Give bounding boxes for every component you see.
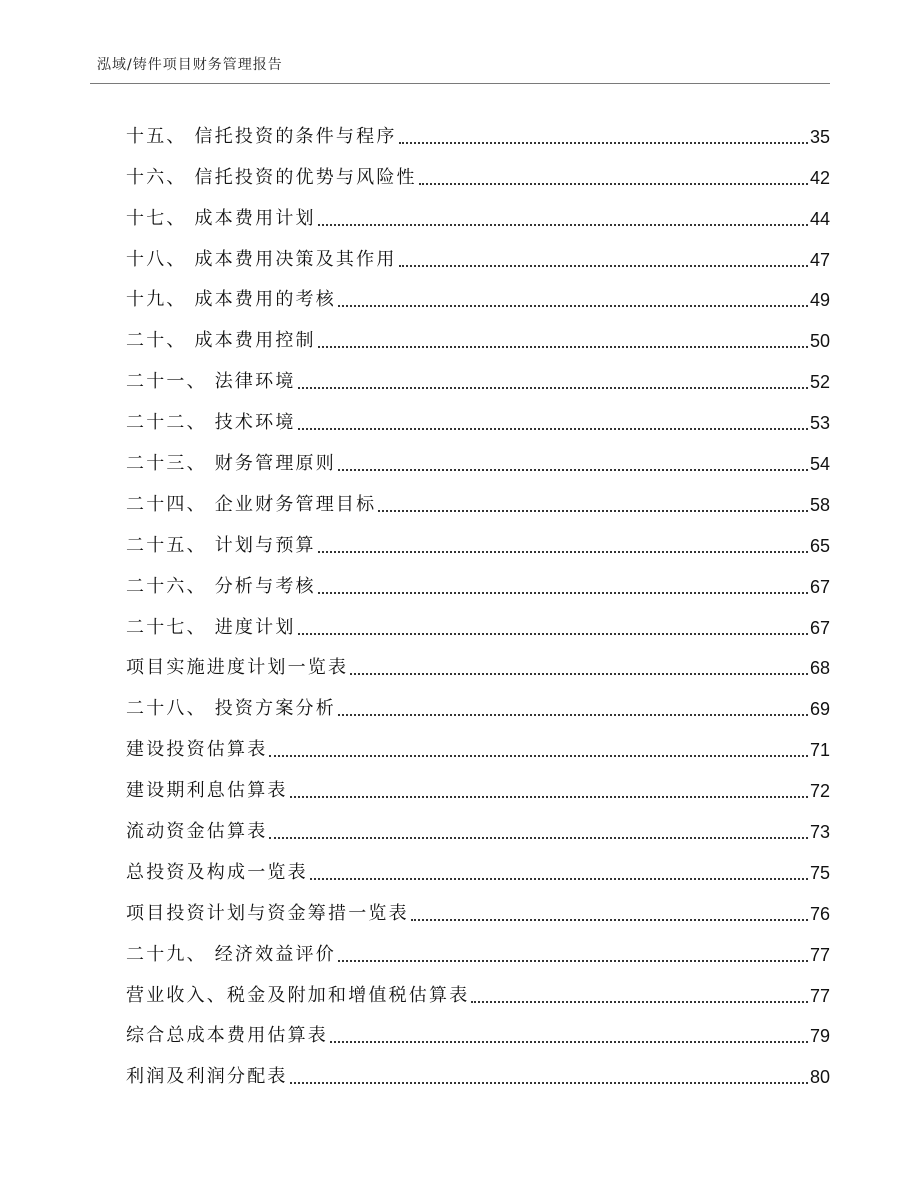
dot-leader xyxy=(399,265,808,267)
toc-entry-title: 建设期利息估算表 xyxy=(126,780,288,802)
toc-entry-title: 二十八、 投资方案分析 xyxy=(126,698,336,720)
toc-entry[interactable] xyxy=(126,893,830,934)
toc-entry-page: 58 xyxy=(809,494,830,515)
dot-leader xyxy=(318,592,808,594)
toc-entry[interactable] xyxy=(126,116,830,157)
toc-entry[interactable] xyxy=(126,1016,830,1057)
dot-leader xyxy=(350,673,808,675)
toc-entry-title: 二十二、 技术环境 xyxy=(126,412,296,434)
toc-entry-page: 73 xyxy=(809,822,830,843)
dot-leader xyxy=(318,346,808,348)
toc-entry-page: 76 xyxy=(809,903,830,924)
toc-entry[interactable] xyxy=(126,525,830,566)
toc-entry[interactable] xyxy=(126,280,830,321)
dot-leader xyxy=(269,837,808,839)
dot-leader xyxy=(269,755,808,757)
dot-leader xyxy=(338,305,808,307)
dot-leader xyxy=(298,633,808,635)
toc-entry-title: 二十一、 法律环境 xyxy=(126,371,296,393)
dot-leader xyxy=(338,714,808,716)
dot-leader xyxy=(338,469,808,471)
toc-entry-page: 35 xyxy=(809,126,830,147)
dot-leader xyxy=(318,224,808,226)
toc-entry-page: 68 xyxy=(809,658,830,679)
toc-entry-page: 53 xyxy=(809,413,830,434)
toc-entry-title: 十八、 成本费用决策及其作用 xyxy=(126,248,397,270)
toc-entry-page: 67 xyxy=(809,617,830,638)
toc-entry-title: 利润及利润分配表 xyxy=(126,1066,288,1088)
toc-entry-title: 二十五、 计划与预算 xyxy=(126,534,316,556)
toc-entry[interactable] xyxy=(126,157,830,198)
toc-entry-title: 项目实施进度计划一览表 xyxy=(126,657,349,679)
dot-leader xyxy=(338,960,808,962)
toc-entry-title: 建设投资估算表 xyxy=(126,739,268,761)
toc-entry[interactable] xyxy=(126,729,830,770)
toc-entry[interactable] xyxy=(126,852,830,893)
toc-entry-title: 综合总成本费用估算表 xyxy=(126,1025,328,1047)
toc-entry[interactable] xyxy=(126,320,830,361)
toc-entry[interactable] xyxy=(126,811,830,852)
toc-entry[interactable] xyxy=(126,607,830,648)
toc-entry[interactable] xyxy=(126,688,830,729)
toc-entry[interactable] xyxy=(126,770,830,811)
toc-entry[interactable] xyxy=(126,361,830,402)
toc-entry-page: 52 xyxy=(809,372,830,393)
dot-leader xyxy=(330,1041,808,1043)
dot-leader xyxy=(471,1001,808,1003)
toc-entry-title: 二十六、 分析与考核 xyxy=(126,575,316,597)
toc-entry-title: 项目投资计划与资金筹措一览表 xyxy=(126,902,409,924)
dot-leader xyxy=(298,428,808,430)
toc-entry[interactable] xyxy=(126,239,830,280)
toc-entry[interactable] xyxy=(126,484,830,525)
dot-leader xyxy=(310,878,808,880)
running-header: 泓域/铸件项目财务管理报告 xyxy=(97,57,283,73)
toc-entry-title: 总投资及构成一览表 xyxy=(126,861,308,883)
toc-entry-title: 二十九、 经济效益评价 xyxy=(126,943,336,965)
toc-entry[interactable] xyxy=(126,443,830,484)
dot-leader xyxy=(290,1082,808,1084)
toc-entry-page: 72 xyxy=(809,781,830,802)
toc-entry-page: 77 xyxy=(809,985,830,1006)
toc-entry[interactable] xyxy=(126,402,830,443)
table-of-contents xyxy=(126,116,830,1097)
toc-entry-page: 50 xyxy=(809,331,830,352)
toc-entry-page: 47 xyxy=(809,249,830,270)
dot-leader xyxy=(298,387,808,389)
toc-entry-page: 77 xyxy=(809,944,830,965)
toc-entry-title: 十六、 信托投资的优势与风险性 xyxy=(126,166,417,188)
toc-entry-title: 二十七、 进度计划 xyxy=(126,616,296,638)
dot-leader xyxy=(318,551,808,553)
dot-leader xyxy=(419,183,808,185)
toc-entry-page: 75 xyxy=(809,862,830,883)
toc-entry[interactable] xyxy=(126,648,830,689)
toc-entry-page: 54 xyxy=(809,454,830,475)
toc-entry[interactable] xyxy=(126,198,830,239)
dot-leader xyxy=(378,510,808,512)
toc-entry-page: 67 xyxy=(809,576,830,597)
toc-entry-page: 69 xyxy=(809,699,830,720)
toc-entry[interactable] xyxy=(126,566,830,607)
dot-leader xyxy=(411,919,808,921)
toc-entry-page: 44 xyxy=(809,208,830,229)
toc-entry-page: 79 xyxy=(809,1026,830,1047)
toc-entry-page: 71 xyxy=(809,740,830,761)
toc-entry-title: 十九、 成本费用的考核 xyxy=(126,289,336,311)
dot-leader xyxy=(290,796,808,798)
toc-entry-page: 65 xyxy=(809,535,830,556)
toc-entry-title: 二十、 成本费用控制 xyxy=(126,330,316,352)
toc-entry-page: 42 xyxy=(809,167,830,188)
toc-entry-page: 49 xyxy=(809,290,830,311)
toc-entry-title: 二十四、 企业财务管理目标 xyxy=(126,493,377,515)
toc-entry-title: 十七、 成本费用计划 xyxy=(126,207,316,229)
toc-entry-page: 80 xyxy=(809,1067,830,1088)
toc-entry-title: 二十三、 财务管理原则 xyxy=(126,453,336,475)
dot-leader xyxy=(399,142,808,144)
header-divider xyxy=(90,83,830,84)
toc-entry-title: 营业收入、税金及附加和增值税估算表 xyxy=(126,984,470,1006)
toc-entry-title: 十五、 信托投资的条件与程序 xyxy=(126,125,397,147)
toc-entry[interactable] xyxy=(126,975,830,1016)
toc-entry-title: 流动资金估算表 xyxy=(126,821,268,843)
toc-entry[interactable] xyxy=(126,934,830,975)
toc-entry[interactable] xyxy=(126,1056,830,1097)
